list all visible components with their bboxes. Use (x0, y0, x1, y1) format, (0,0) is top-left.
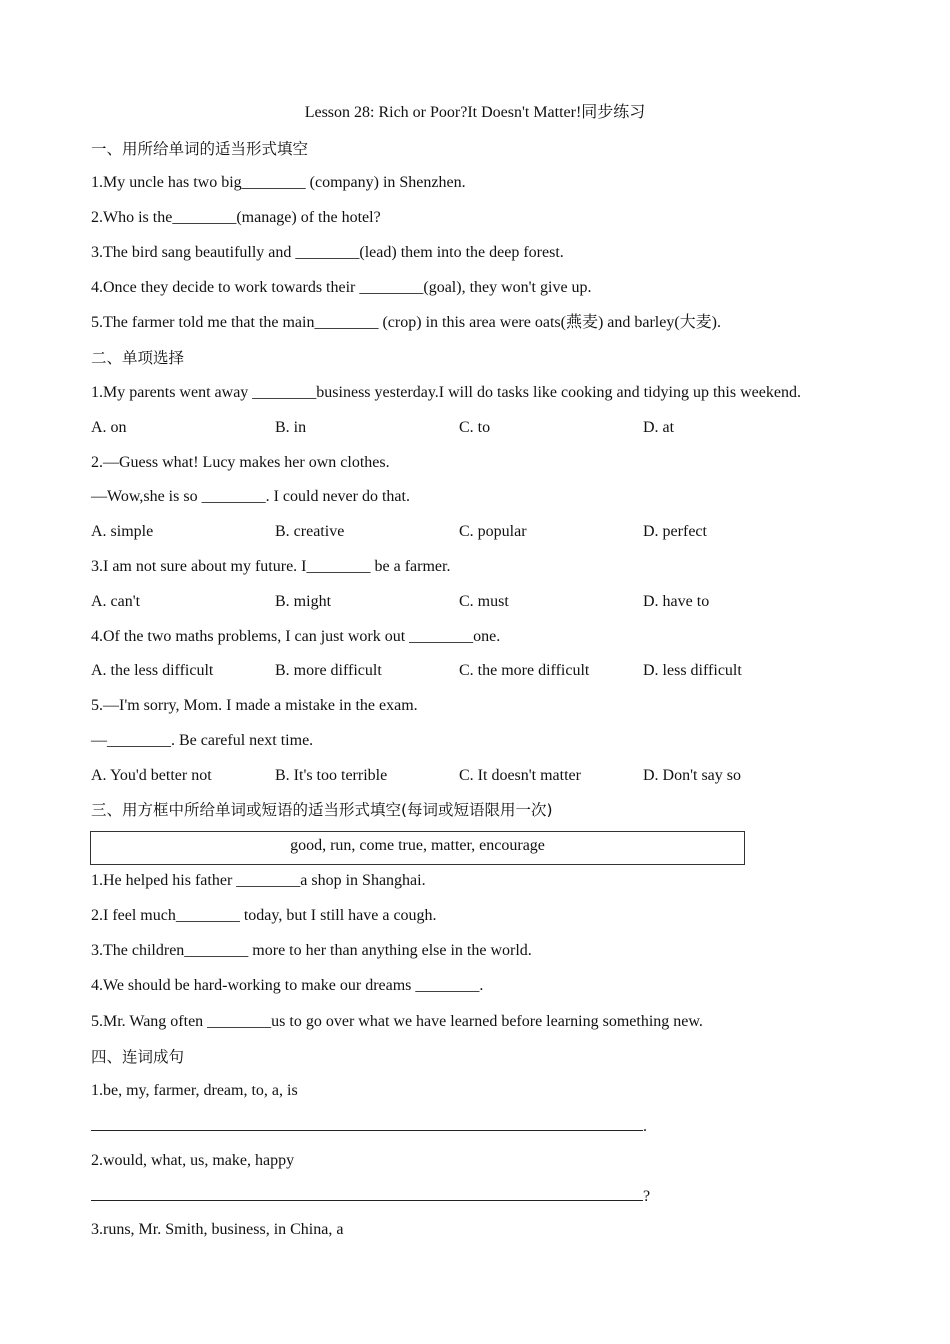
s1-question-1: 1.My uncle has two big________ (company) in Shenzhen. (91, 174, 466, 191)
page-title: Lesson 28: Rich or Poor?It Doesn't Matter!同步练习 (304, 104, 646, 121)
s3-question-3: 3.The children________ more to her than anything else in the world. (91, 942, 532, 959)
s2-q1-option-d: D. at (643, 419, 675, 436)
s2-q4-option-d: D. less difficult (643, 662, 742, 679)
s2-q1-option-a: A. on (91, 419, 127, 436)
s2-q4-options (91, 661, 831, 681)
s2-question-3: 3.I am not sure about my future. I________ be a farmer. (91, 558, 451, 575)
s4-question-3: 3.runs, Mr. Smith, business, in China, a (91, 1221, 344, 1238)
s4-answer-end-2: ? (643, 1188, 651, 1205)
s2-q1-options (91, 418, 831, 438)
s2-q3-option-b: B. might (275, 593, 332, 610)
section-4-heading: 四、连词成句 (91, 1048, 185, 1066)
s3-question-4: 4.We should be hard-working to make our dreams ________. (91, 977, 484, 994)
s2-question-4: 4.Of the two maths problems, I can just work out ________one. (91, 628, 501, 645)
s4-answer-rule-1 (91, 1116, 643, 1131)
s2-question-2b: —Wow,she is so ________. I could never do that. (91, 488, 410, 505)
s2-q3-options (91, 592, 831, 612)
s2-question-2a: 2.—Guess what! Lucy makes her own clothes. (91, 454, 390, 471)
s1-question-4: 4.Once they decide to work towards their ________(goal), they won't give up. (91, 279, 592, 296)
section-3-heading: 三、用方框中所给单词或短语的适当形式填空(每词或短语限用一次) (91, 801, 553, 819)
s4-question-2: 2.would, what, us, make, happy (91, 1152, 295, 1169)
word-box: good, run, come true, matter, encourage (90, 831, 745, 865)
s1-question-3: 3.The bird sang beautifully and ________(lead) them into the deep forest. (91, 244, 564, 261)
s2-q5-options (91, 766, 831, 786)
s2-q2-options (91, 522, 831, 542)
s4-answer-rule-2 (91, 1186, 643, 1201)
s2-q5-option-a: A. You'd better not (91, 767, 212, 784)
s2-q4-option-c: C. the more difficult (459, 662, 590, 679)
s4-question-1: 1.be, my, farmer, dream, to, a, is (91, 1082, 298, 1099)
s2-q1-option-c: C. to (459, 419, 491, 436)
s2-q5-option-c: C. It doesn't matter (459, 767, 581, 784)
s3-question-2: 2.I feel much________ today, but I still have a cough. (91, 907, 437, 924)
s2-q4-option-a: A. the less difficult (91, 662, 214, 679)
s2-question-5b: —________. Be careful next time. (91, 732, 314, 749)
s2-q2-option-c: C. popular (459, 523, 527, 540)
s3-question-1: 1.He helped his father ________a shop in Shanghai. (91, 872, 426, 889)
s2-q5-option-b: B. It's too terrible (275, 767, 388, 784)
s2-q3-option-a: A. can't (91, 593, 141, 610)
s2-q5-option-d: D. Don't say so (643, 767, 741, 784)
s4-answer-line-2[interactable] (91, 1186, 650, 1207)
s2-q3-option-d: D. have to (643, 593, 710, 610)
section-1-heading: 一、用所给单词的适当形式填空 (91, 140, 309, 158)
section-2-heading: 二、单项选择 (91, 349, 185, 367)
s1-question-5: 5.The farmer told me that the main________ (crop) in this area were oats(燕麦) and barley(大麦). (91, 314, 722, 331)
s2-q3-option-c: C. must (459, 593, 509, 610)
s2-q4-option-b: B. more difficult (275, 662, 382, 679)
s2-question-1: 1.My parents went away ________business yesterday.I will do tasks like cooking and tidying up this weekend. (91, 384, 801, 401)
s4-answer-end-1: . (643, 1118, 647, 1135)
s2-q1-option-b: B. in (275, 419, 307, 436)
s2-q2-option-d: D. perfect (643, 523, 707, 540)
s2-q2-option-a: A. simple (91, 523, 154, 540)
s2-q2-option-b: B. creative (275, 523, 345, 540)
s3-question-5: 5.Mr. Wang often ________us to go over what we have learned before learning something new. (91, 1013, 703, 1030)
s4-answer-line-1[interactable] (91, 1116, 647, 1137)
s1-question-2: 2.Who is the________(manage) of the hotel? (91, 209, 381, 226)
s2-question-5a: 5.—I'm sorry, Mom. I made a mistake in the exam. (91, 697, 418, 714)
